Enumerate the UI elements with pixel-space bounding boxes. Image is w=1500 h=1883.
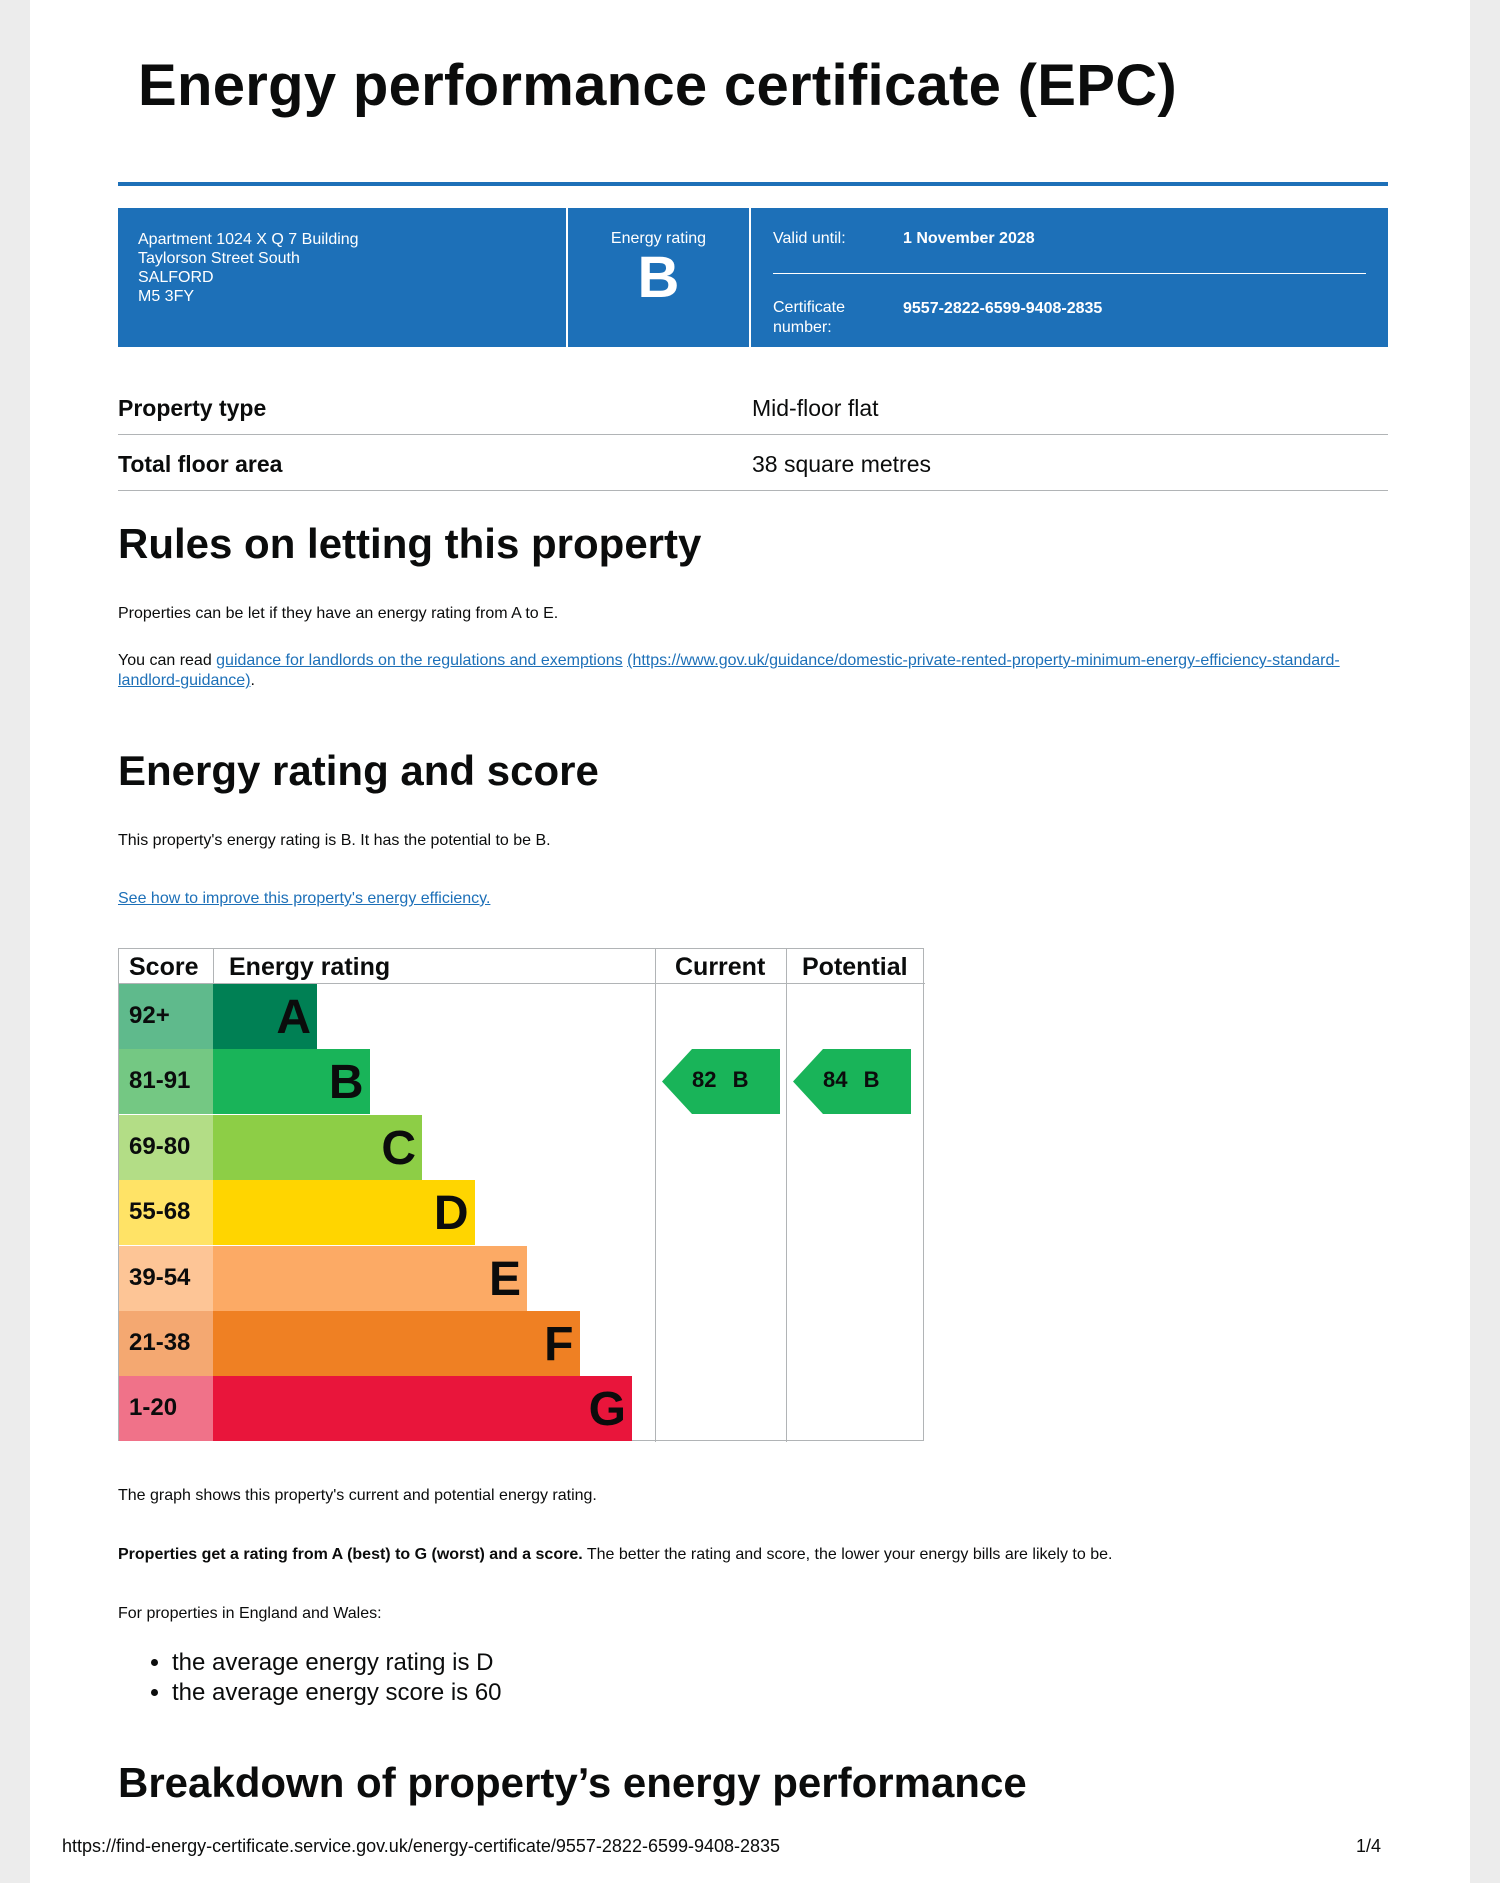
potential-rating-arrow — [793, 1049, 911, 1114]
improve-efficiency-link[interactable]: See how to improve this property's energy efficiency. — [118, 890, 491, 907]
property-type-label: Property type — [118, 395, 267, 421]
band-bar — [213, 1311, 580, 1376]
landlord-guidance-paragraph — [118, 651, 1378, 691]
band-letter: G — [588, 1383, 626, 1437]
band-score-label: 81-91 — [119, 1049, 213, 1114]
rating-explanation-rest: The better the rating and score, the lower your energy bills are likely to be. — [582, 1546, 1113, 1563]
energy-rating-label: Energy rating — [610, 230, 707, 247]
band-letter: D — [433, 1187, 469, 1241]
page-title: Energy performance certificate (EPC) — [138, 53, 1178, 118]
certificate-number-value: 9557-2822-6599-9408-2835 — [903, 300, 1103, 317]
address-line: SALFORD — [138, 269, 214, 286]
averages-intro: For properties in England and Wales: — [118, 1605, 382, 1622]
details-divider — [773, 273, 1366, 274]
chart-divider — [655, 949, 656, 1442]
floor-area-label: Total floor area — [118, 451, 283, 477]
valid-until-value: 1 November 2028 — [903, 230, 1035, 247]
current-column-header: Current — [675, 953, 766, 981]
band-bar — [213, 1376, 632, 1441]
property-type-row — [118, 379, 1388, 435]
address-line: Apartment 1024 X Q 7 Building — [138, 231, 359, 248]
guidance-suffix: . — [250, 672, 255, 689]
score-column-header: Score — [129, 953, 199, 981]
chart-divider — [786, 949, 787, 1442]
rating-explanation-bold: Properties get a rating from A (best) to G (worst) and a score. — [118, 1546, 583, 1563]
floor-area-row — [118, 435, 1388, 491]
band-bar — [213, 984, 317, 1049]
landlord-guidance-link[interactable]: guidance for landlords on the regulations and exemptions — [216, 652, 623, 669]
rating-column-header: Energy rating — [229, 953, 391, 981]
address-line: Taylorson Street South — [138, 250, 300, 267]
band-bar — [213, 1049, 370, 1114]
band-letter: E — [488, 1252, 521, 1306]
band-score-label: 21-38 — [119, 1311, 213, 1376]
band-score-label: 55-68 — [119, 1180, 213, 1245]
chart-divider — [213, 949, 214, 983]
rating-explanation — [118, 1545, 1112, 1565]
address-block — [118, 208, 568, 347]
header-rating-block — [568, 208, 751, 347]
current-rating-arrow-label: 82 B — [692, 1067, 749, 1093]
energy-rating-value: B — [637, 245, 680, 310]
band-score-label: 92+ — [119, 984, 213, 1049]
list-item: • the average energy rating is D — [172, 1648, 502, 1678]
landlord-guidance-url[interactable]: (https://www.gov.uk/guidance/domestic-private-rented-property-minimum-energy-efficiency-standard-landlord-guidance) — [118, 652, 1340, 689]
title-divider — [118, 182, 1388, 186]
band-letter: B — [328, 1056, 364, 1110]
certificate-details — [751, 208, 1388, 347]
guidance-prefix: You can read — [118, 652, 217, 669]
potential-column-header: Potential — [802, 953, 908, 981]
band-letter: C — [381, 1121, 416, 1175]
band-bar — [213, 1115, 422, 1180]
band-letter: A — [276, 991, 311, 1044]
certificate-number-label: Certificate number: — [773, 299, 846, 336]
energy-rating-heading: Energy rating and score — [118, 747, 599, 794]
band-score-label: 1-20 — [119, 1376, 213, 1441]
breakdown-heading: Breakdown of property’s energy performance — [118, 1759, 1027, 1806]
footer-page-number: 1/4 — [1356, 1836, 1382, 1856]
list-item: • the average energy score is 60 — [172, 1678, 502, 1708]
floor-area-value: 38 square metres — [752, 451, 931, 477]
rules-heading: Rules on letting this property — [118, 520, 702, 567]
rules-paragraph: Properties can be let if they have an energy rating from A to E. — [118, 605, 559, 622]
current-rating-arrow — [662, 1049, 780, 1114]
graph-note: The graph shows this property's current and potential energy rating. — [118, 1487, 597, 1504]
band-score-label: 69-80 — [119, 1115, 213, 1180]
averages-list — [172, 1648, 502, 1708]
property-type-value: Mid-floor flat — [752, 395, 879, 421]
energy-rating-chart — [118, 948, 924, 1441]
page — [30, 0, 1470, 1883]
address-line: M5 3FY — [138, 288, 195, 305]
valid-until-label: Valid until: — [773, 230, 846, 247]
band-letter: F — [544, 1318, 574, 1371]
band-bar — [213, 1246, 527, 1311]
band-bar — [213, 1180, 475, 1245]
footer-url: https://find-energy-certificate.service.gov.uk/energy-certificate/9557-2822-6599-9408-2835 — [62, 1836, 781, 1856]
energy-rating-paragraph: This property's energy rating is B. It has the potential to be B. — [118, 832, 551, 849]
potential-rating-arrow-label: 84 B — [823, 1067, 880, 1093]
band-score-label: 39-54 — [119, 1246, 213, 1311]
certificate-header — [118, 208, 1388, 347]
